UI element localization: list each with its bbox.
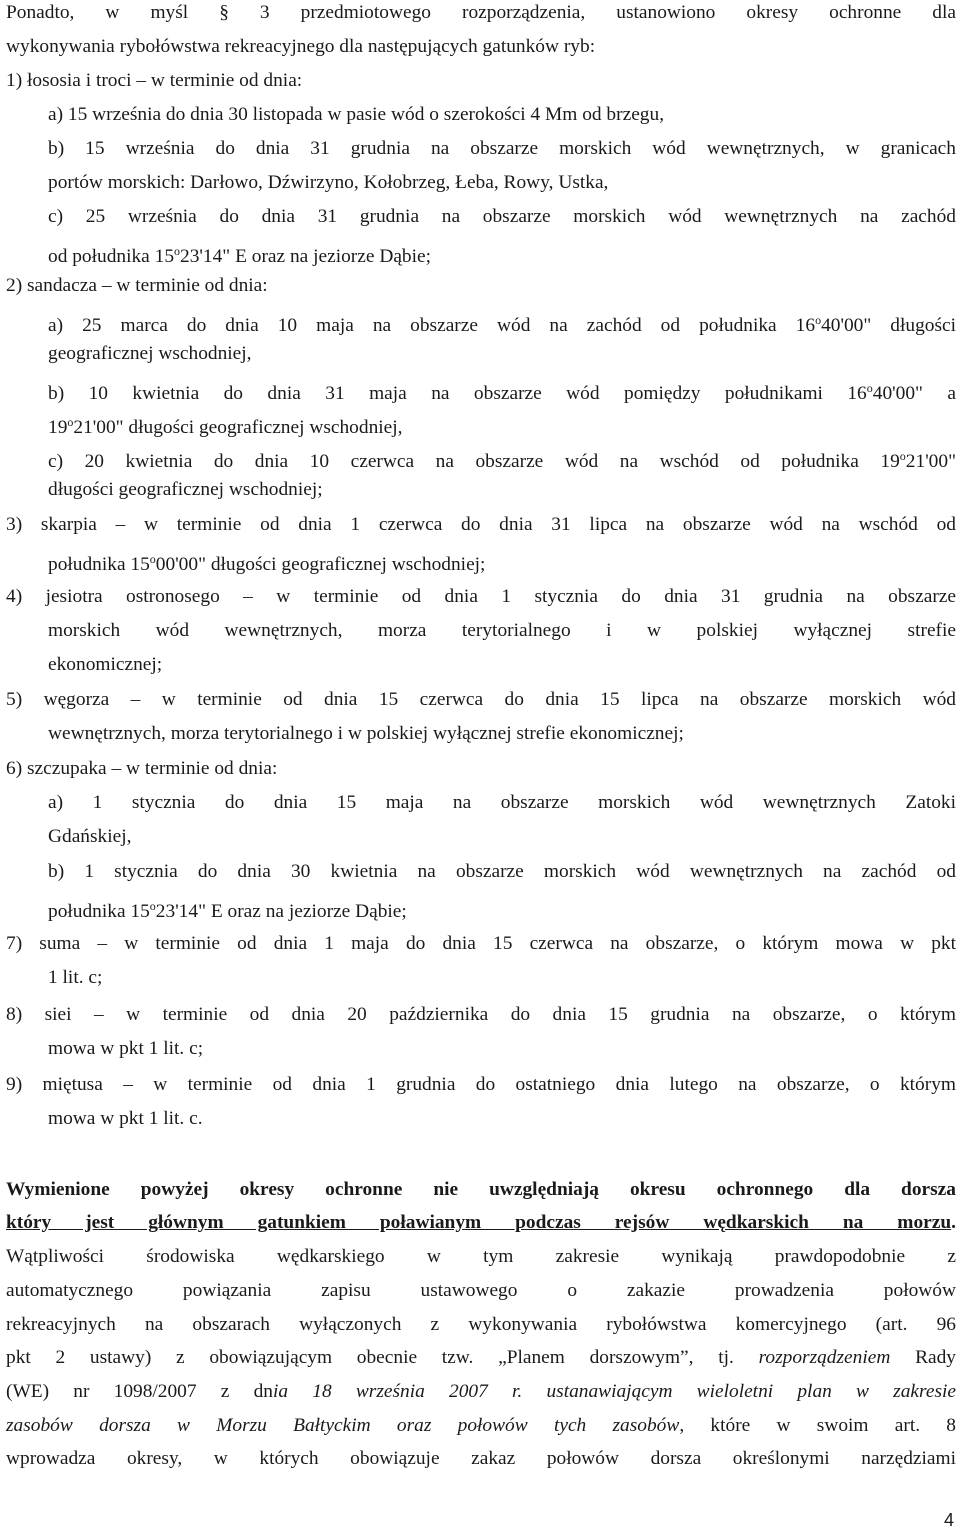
cod-note-bold-line-2: który jest głównym gatunkiem poławianym podczas rejsów wędkarskich na morzu. [6, 1212, 956, 1233]
intro-line-2: wykonywania rybołówstwa rekreacyjnego dla następujących gatunków ryb: [6, 36, 596, 57]
degree-mark: o [149, 552, 156, 566]
item-9-line-2: mowa w pkt 1 lit. c. [48, 1108, 203, 1129]
degree-mark: o [149, 899, 156, 913]
item-6-head: 6) szczupaka – w terminie od dnia: [6, 758, 278, 779]
cod-note-bold-line-1: Wymienione powyżej okresy ochronne nie uwzględniają okresu ochronnego dla dorsza [6, 1179, 956, 1200]
intro-line-1: Ponadto, w myśl § 3 przedmiotowego rozporządzenia, ustanowiono okresy ochronne dla [6, 2, 956, 23]
item-2-b-line-2: 19$^o$21'00" długości geograficznej wschodniej, [48, 415, 403, 438]
item-2-head: 2) sandacza – w terminie od dnia: [6, 275, 268, 296]
item-1-b-line-2: portów morskich: Darłowo, Dźwirzyno, Kołobrzeg, Łeba, Rowy, Ustka, [48, 172, 609, 193]
item-6-b-line-2: południka 15$^o$23'14" E oraz na jeziorze Dąbie; [48, 899, 407, 922]
item-9-line-1: 9) miętusa – w terminie od dnia 1 grudnia do ostatniego dnia lutego na obszarze, o którym [6, 1074, 956, 1095]
paragraph-2-line-7: (WE) nr 1098/2007 z dnia 18 września 2007 r. ustanawiającym wieloletni plan w zakresie [6, 1381, 956, 1402]
paragraph-2-line-8: zasobów dorsza w Morzu Bałtyckim oraz połowów tych zasobów, które w swoim art. 8 [6, 1415, 957, 1436]
paragraph-2-line-3: Wątpliwości środowiska wędkarskiego w tym zakresie wynikają prawdopodobnie z [6, 1246, 956, 1267]
degree-mark: o [866, 381, 873, 395]
item-1-c-line-1: c) 25 września do dnia 31 grudnia na obszarze morskich wód wewnętrznych na zachód [48, 206, 956, 227]
degree-mark: o [67, 415, 74, 429]
item-2-a-line-1: a) 25 marca do dnia 10 maja na obszarze wód na zachód od południka 16$^o$40'00" długości [48, 313, 957, 336]
item-2-c-line-1: c) 20 kwietnia do dnia 10 czerwca na obszarze wód na wschód od południka 19$^o$21'00" [48, 449, 956, 472]
item-3-line-2: południka 15$^o$00'00" długości geograficznej wschodniej; [48, 552, 486, 575]
degree-mark: o [815, 313, 822, 327]
item-4-line-2: morskich wód wewnętrznych, morza terytorialnego i w polskiej wyłącznej strefie [48, 620, 956, 641]
paragraph-2-line-4: automatycznego powiązania zapisu ustawowego o zakazie prowadzenia połowów [6, 1280, 956, 1301]
item-1-head: 1) łososia i troci – w terminie od dnia: [6, 70, 303, 91]
item-4-line-3: ekonomicznej; [48, 654, 163, 675]
item-2-a-line-2: geograficznej wschodniej, [48, 343, 252, 364]
item-2-b-line-1: b) 10 kwietnia do dnia 31 maja na obszarze wód pomiędzy południkami 16$^o$40'00" a [48, 381, 956, 404]
item-4-line-1: 4) jesiotra ostronosego – w terminie od dnia 1 stycznia do dnia 31 grudnia na obszarze [6, 586, 956, 607]
item-6-a-line-2: Gdańskiej, [48, 826, 132, 847]
item-7-line-2: 1 lit. c; [48, 967, 103, 988]
item-2-c-line-2: długości geograficznej wschodniej; [48, 479, 323, 500]
paragraph-2-line-6: pkt 2 ustawy) z obowiązującym obecnie tzw. „Planem dorszowym”, tj. rozporządzeniem Rady [6, 1347, 957, 1368]
item-6-b-line-1: b) 1 stycznia do dnia 30 kwietnia na obszarze morskich wód wewnętrznych na zachód od [48, 861, 956, 882]
page-number: 4 [944, 1510, 955, 1530]
item-6-a-line-1: a) 1 stycznia do dnia 15 maja na obszarze morskich wód wewnętrznych Zatoki [48, 792, 956, 813]
item-1-b-line-1: b) 15 września do dnia 31 grudnia na obszarze morskich wód wewnętrznych, w granicach [48, 138, 956, 159]
item-5-line-1: 5) węgorza – w terminie od dnia 15 czerwca do dnia 15 lipca na obszarze morskich wód [6, 689, 956, 710]
item-8-line-1: 8) siei – w terminie od dnia 20 października do dnia 15 grudnia na obszarze, o którym [6, 1004, 956, 1025]
degree-mark: o [174, 244, 181, 258]
item-1-a: a) 15 września do dnia 30 listopada w pasie wód o szerokości 4 Mm od brzegu, [48, 104, 665, 125]
paragraph-2-line-5: rekreacyjnych na obszarach wyłączonych z wykonywania rybołówstwa komercyjnego (art. 96 [6, 1314, 956, 1335]
item-1-c-line-2: od południka 15$^o$23'14" E oraz na jeziorze Dąbie; [48, 244, 432, 267]
item-7-line-1: 7) suma – w terminie od dnia 1 maja do dnia 15 czerwca na obszarze, o którym mowa w pkt [6, 933, 956, 954]
paragraph-2-line-9: wprowadza okresy, w których obowiązuje zakaz połowów dorsza określonymi narzędziami [6, 1448, 956, 1469]
item-8-line-2: mowa w pkt 1 lit. c; [48, 1038, 204, 1059]
item-3-line-1: 3) skarpia – w terminie od dnia 1 czerwca do dnia 31 lipca na obszarze wód na wschód od [6, 514, 956, 535]
item-5-line-2: wewnętrznych, morza terytorialnego i w polskiej wyłącznej strefie ekonomicznej; [48, 723, 684, 744]
degree-mark: o [899, 449, 906, 463]
